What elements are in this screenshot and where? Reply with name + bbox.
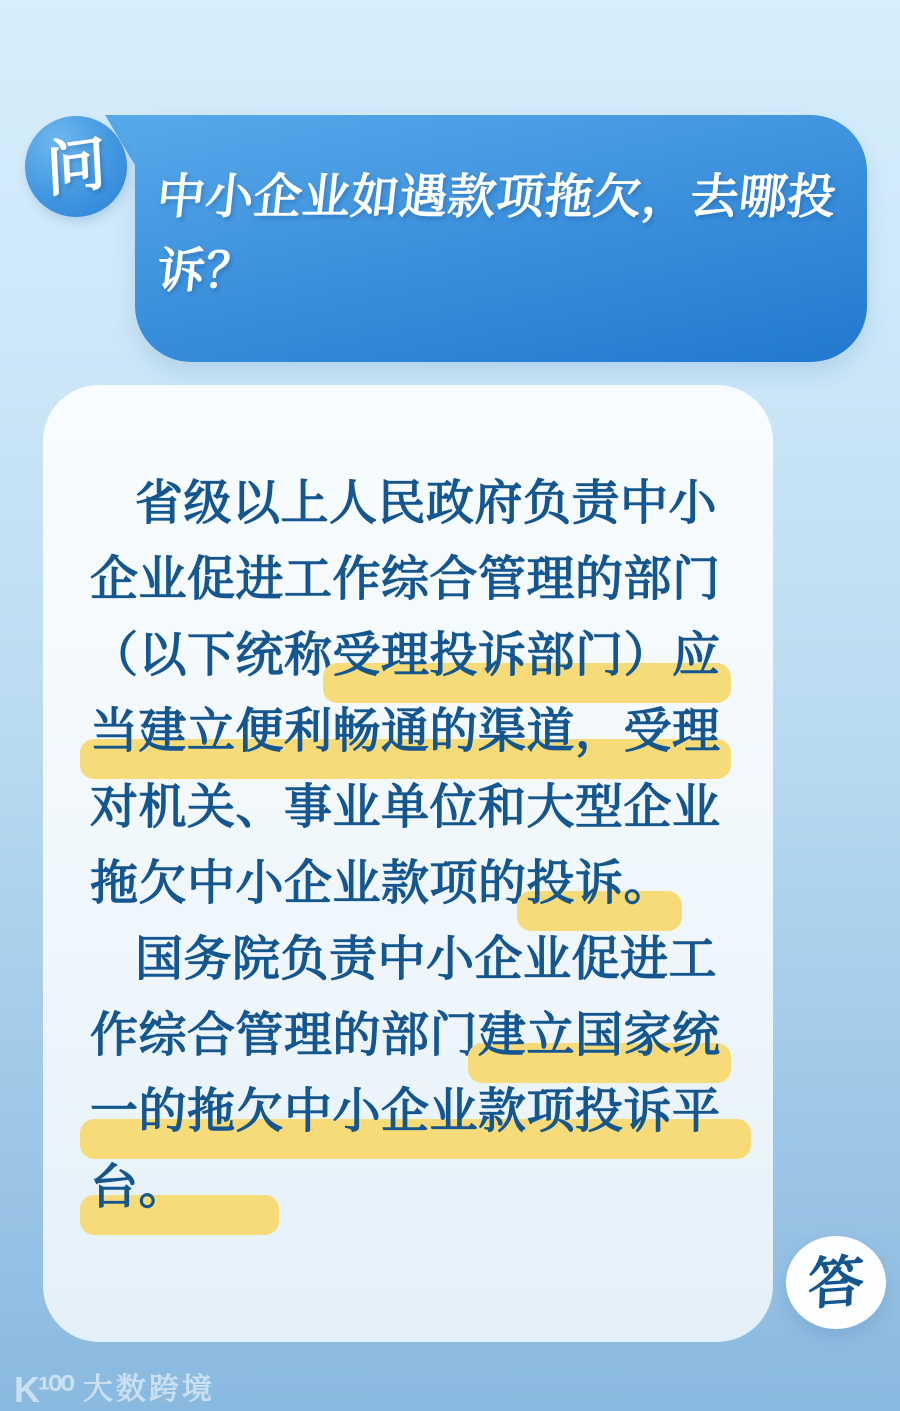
answer-line [90, 542, 750, 618]
answer-line [90, 1150, 750, 1226]
watermark-brand-text: 大数跨境 [82, 1373, 215, 1406]
answer-line [90, 998, 750, 1074]
answer-line [90, 694, 750, 770]
answer-badge-glyph: 答 [806, 1248, 866, 1316]
answer-card [43, 385, 773, 1342]
answer-segment: （以下统称 [90, 629, 333, 682]
answer-segment-highlighted: 受理投诉部门）应 [332, 629, 721, 682]
answer-line [90, 1074, 750, 1150]
answer-segment: 拖欠中小企业款项的 [90, 857, 527, 910]
question-text [154, 161, 847, 309]
question-line-text: 诉？ [154, 245, 257, 298]
answer-line [90, 618, 750, 694]
watermark [14, 1369, 215, 1410]
question-badge-glyph: 问 [44, 128, 108, 204]
question-line-text: 中小企业如遇款项拖欠，去哪投 [154, 171, 839, 224]
answer-line [90, 922, 750, 998]
answer-line [90, 466, 750, 542]
answer-segment: 作综合管理的部门 [90, 1009, 479, 1062]
question-badge [25, 116, 127, 217]
answer-segment: 省级以上人民政府负责中小 [135, 477, 718, 530]
answer-segment-highlighted: 一的拖欠中小企业款项投诉平 [90, 1085, 721, 1138]
answer-text [90, 466, 750, 1226]
answer-segment-highlighted: 当建立便利畅通的渠道，受理 [90, 705, 721, 758]
answer-segment-highlighted: 建立国家统 [478, 1009, 721, 1062]
question-bubble [135, 115, 867, 362]
answer-segment: 国务院负责中小企业促进工 [135, 933, 718, 986]
answer-line [90, 846, 750, 922]
answer-badge [786, 1236, 886, 1329]
answer-segment-highlighted: 台。 [90, 1161, 188, 1214]
answer-line [90, 770, 750, 846]
k100-logo-icon: K¹⁰⁰ [14, 1369, 73, 1410]
question-line [154, 161, 847, 235]
question-line [154, 235, 847, 309]
answer-segment: 对机关、事业单位和大型企业 [90, 781, 721, 834]
answer-segment-highlighted: 投诉。 [526, 857, 673, 910]
answer-segment: 企业促进工作综合管理的部门 [90, 553, 721, 606]
